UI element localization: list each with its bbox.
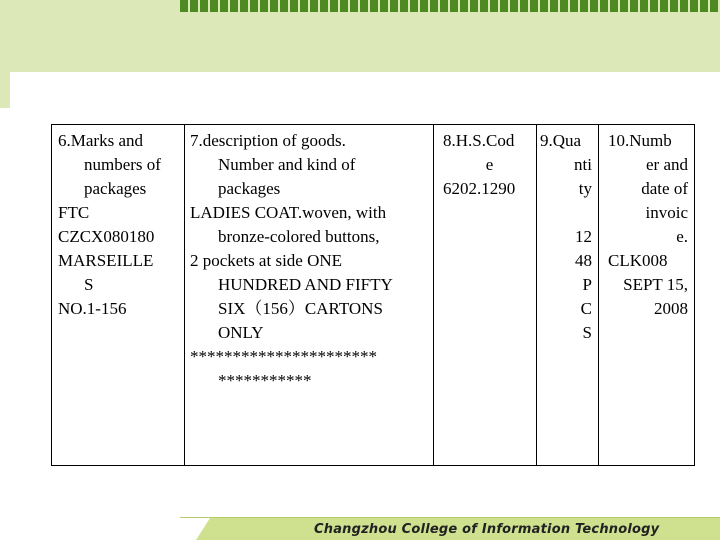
invoice-value-line: 2008: [654, 299, 688, 318]
shipping-mark-line: FTC: [58, 203, 90, 222]
col3-header-line: e: [485, 155, 494, 174]
hs-code-value: 6202.1290: [443, 179, 516, 198]
col5-header-line: e.: [676, 227, 688, 246]
footer-divider: [180, 517, 720, 518]
quantity-value-line: S: [582, 323, 592, 342]
invoice-column: [599, 125, 694, 465]
col4-header-line: 9.Qua: [540, 131, 582, 150]
shipping-mark-line: MARSEILLE: [58, 251, 154, 270]
goods-description-line: LADIES COAT.woven, with: [190, 203, 387, 222]
col5-header-line: date of: [641, 179, 688, 198]
col2-header-line: 7.description of goods.: [190, 131, 346, 150]
top-squares-decoration: [180, 0, 720, 12]
col1-header-line: packages: [84, 179, 147, 198]
col1-header-line: 6.Marks and: [58, 131, 143, 150]
goods-description-line: **********************: [190, 347, 377, 366]
col2-header-line: Number and kind of: [218, 155, 356, 174]
goods-description-line: HUNDRED AND FIFTY: [218, 275, 393, 294]
goods-description-line: 2 pockets at side ONE: [190, 251, 343, 270]
quantity-value-line: P: [582, 275, 592, 294]
goods-description-line: ONLY: [218, 323, 264, 342]
institution-name: Changzhou College of Information Technology: [314, 522, 660, 537]
col4-spacer: [537, 201, 592, 225]
invoice-value-line: CLK008: [608, 251, 668, 270]
col5-header-line: 10.Numb: [608, 131, 672, 150]
col3-header-line: 8.H.S.Cod: [443, 131, 515, 150]
shipping-mark-line: NO.1-156: [58, 299, 127, 318]
goods-description-line: SIX（156）CARTONS: [218, 299, 383, 318]
shipping-mark-line: CZCX080180: [58, 227, 155, 246]
col2-header-line: packages: [218, 179, 281, 198]
shipping-details-table: [51, 124, 695, 466]
shipping-mark-line: S: [84, 275, 94, 294]
goods-description-line: bronze-colored buttons,: [218, 227, 380, 246]
goods-description-line: ***********: [218, 371, 312, 390]
col4-header-line: ty: [578, 179, 592, 198]
invoice-value-line: SEPT 15,: [623, 275, 688, 294]
col5-header-line: er and: [645, 155, 688, 174]
quantity-value-line: C: [580, 299, 592, 318]
col4-header-line: nti: [574, 155, 592, 174]
col1-header-line: numbers of: [84, 155, 161, 174]
col5-header-line: invoic: [645, 203, 688, 222]
description-column: [185, 125, 434, 465]
hs-code-column: [434, 125, 537, 465]
quantity-value-line: 48: [575, 251, 592, 270]
marks-numbers-column: [52, 125, 185, 465]
quantity-value-line: 12: [575, 227, 592, 246]
quantity-column: [537, 125, 599, 465]
